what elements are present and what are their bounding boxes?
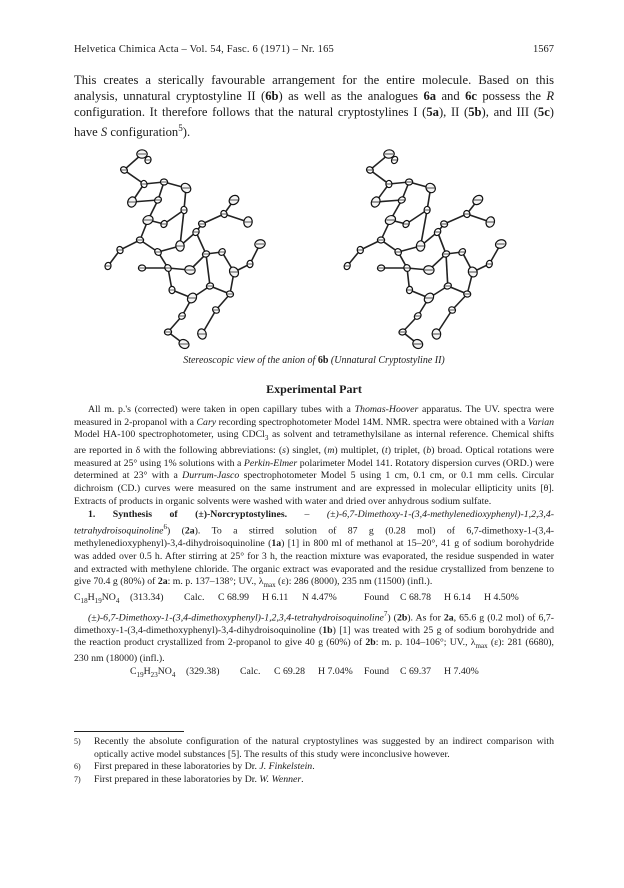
text-run: 4 xyxy=(115,596,120,605)
text-run: J. Finkelstein xyxy=(259,761,313,773)
text-run: 2a xyxy=(443,611,454,623)
analysis-calc-label: Calc. xyxy=(240,665,261,677)
analysis-found-label: Found xyxy=(364,665,390,677)
synthesis-2a-paragraph xyxy=(74,509,554,592)
text-run: – xyxy=(287,508,327,520)
footnotes xyxy=(74,731,554,787)
text-run: (Unnatural Cryptostyline II) xyxy=(328,355,445,366)
text-run: 19 xyxy=(136,670,144,679)
text-run: configuration. It therefore follows that the natural cryptostylines I ( xyxy=(74,105,427,119)
text-run: Thomas-Hoover xyxy=(354,404,419,415)
text-run: 1b xyxy=(322,624,333,636)
synthesis-2b-paragraph xyxy=(74,608,554,666)
text-run: 5c xyxy=(537,105,550,119)
elemental-analysis-2a xyxy=(74,592,554,608)
text-run: ), II ( xyxy=(438,105,469,119)
text-run: recording spectrophotometer Model 14M. NMR. spectra were obtained with a xyxy=(216,416,528,428)
analysis-found-value: C 69.37 xyxy=(400,665,432,677)
text-run: as solvent and tetramethylsilane as internal reference. Chemical shifts are reported in δ with the following abbreviations: ( xyxy=(74,429,554,457)
text-run: ) triplet, ( xyxy=(387,445,427,457)
text-run: configuration xyxy=(107,125,179,140)
text-run: W. Wenner xyxy=(259,774,302,786)
text-run: , 65.6 g (0.2 mol) of 6,7-dimethoxy-1-(3,4-dimethoxyphenyl)-3,4-dihydroisoquinoline ( xyxy=(74,611,554,636)
text-run: t xyxy=(385,445,388,457)
footnote-5 xyxy=(74,736,554,761)
footnote-text xyxy=(94,761,554,774)
text-run: . xyxy=(312,761,315,773)
general-methods-paragraph xyxy=(74,404,554,509)
text-run: ) [1] was treated with 25 g of sodium borohydride and the reaction product crystallized from 2-propanol to give 40 g (60%) of xyxy=(74,624,554,649)
text-run: ). As for xyxy=(407,611,444,623)
text-run: 2a xyxy=(157,576,168,588)
intro-paragraph xyxy=(74,72,554,140)
text-run: Stereoscopic view of the anion of xyxy=(183,355,318,366)
text-run: ) singlet, ( xyxy=(285,445,328,457)
footnote-text xyxy=(94,736,554,761)
analysis-calc-value: C 68.99 xyxy=(218,592,250,604)
text-run: Cary xyxy=(196,416,217,428)
analysis-formula xyxy=(74,592,130,608)
analysis-calc-value: H 6.11 xyxy=(262,592,289,604)
text-run: C xyxy=(130,665,137,677)
journal-title: Helvetica Chimica Acta – Vol. 54, Fasc. 6 (1971) – Nr. 165 xyxy=(74,44,334,55)
text-run: m xyxy=(327,445,335,457)
text-run: possess the xyxy=(476,89,547,103)
figure-caption xyxy=(74,355,554,366)
text-run: ). To a stirred solution of 87 g (0.28 mol) of 6,7-dimethoxy-1-(3,4-methylenedioxyphenyl)-3,4-dihydroisoquinoline ( xyxy=(74,525,554,550)
analysis-calc-value: N 4.47% xyxy=(302,592,337,604)
text-run: 2a xyxy=(184,525,195,537)
text-run: 6c xyxy=(465,89,477,103)
text-run: ) ( xyxy=(166,525,185,537)
analysis-found-label: Found xyxy=(364,592,390,604)
text-run: 18 xyxy=(80,596,88,605)
text-run: (ε): 281 (6680), 230 nm (18000) (infl.). xyxy=(74,637,554,664)
text-run: Perkin-Elmer xyxy=(243,457,298,469)
text-run: 5 xyxy=(178,123,183,133)
text-run: 2b xyxy=(365,637,376,649)
text-run: (±)-6,7-Dimethoxy-1-(3,4-dimethoxyphenyl)-1,2,3,4-tetrahydroisoquinoline xyxy=(88,611,384,623)
footnote-mark: 5) xyxy=(74,737,81,746)
text-run: max xyxy=(263,581,276,590)
text-run: 7 xyxy=(383,609,388,618)
text-run: spectrophotometer Model 5 using 1 cm, 0.1 cm, or 0.1 mm cells. Circular dichroism (CD.) curves were measured on the same instrument and are expressed in molecular ellipticity units [θ]. Extracts of products in organic solvents were washed with water and dried over anhydrous sodium sulfate. xyxy=(74,470,554,507)
analysis-found-value: C 68.78 xyxy=(400,592,432,604)
footnote-7 xyxy=(74,774,554,787)
section-title: Experimental Part xyxy=(266,382,362,396)
text-run: R xyxy=(546,89,555,103)
analysis-mw: (329.38) xyxy=(186,665,220,677)
footnote-mark: 6) xyxy=(74,762,81,772)
text-run: ), and III ( xyxy=(481,105,538,119)
text-run: 5b xyxy=(468,105,482,119)
text-run: 6b xyxy=(317,355,329,366)
analysis-mw: (313.34) xyxy=(130,592,164,604)
experimental-section xyxy=(74,404,554,681)
text-run: H xyxy=(143,665,151,677)
analysis-calc-value: C 69.28 xyxy=(274,665,306,677)
text-run: max xyxy=(475,642,488,651)
text-run: Model HA-100 spectrophotometer, using CDCl xyxy=(74,429,265,441)
text-run: : m. p. 137–138°; UV., λ xyxy=(167,576,264,588)
molecule-left-view xyxy=(104,150,266,350)
text-run: 3 xyxy=(264,434,269,443)
text-run: ) multiplet, ( xyxy=(334,445,385,457)
text-run: apparatus. The UV. spectra were measured in 2-propanol with a xyxy=(74,404,554,428)
text-run: Varian xyxy=(527,416,555,428)
molecule-right-view xyxy=(338,150,514,350)
text-run: This creates a sterically favourable arrangement for the entire molecule. Based on this analysis, unnatural cryptostyline II ( xyxy=(74,73,554,103)
footnote-6 xyxy=(74,761,554,774)
text-run: 6b xyxy=(265,89,279,103)
text-run: C xyxy=(74,592,81,604)
text-run: Recently the absolute configuration of the natural cryptostylines was suggested by an indirect comparison with optically active model substances [5]. The results of this study were inconclusive however. xyxy=(94,736,554,760)
elemental-analysis-2b xyxy=(74,666,554,682)
text-run: and xyxy=(436,89,466,103)
footnote-mark: 7) xyxy=(74,775,81,785)
text-run: S xyxy=(100,125,108,140)
molecule-stereo-pair xyxy=(74,140,554,352)
text-run: ) as well as the analogues xyxy=(278,89,424,103)
text-run: ) have xyxy=(74,105,554,140)
text-run: 5a xyxy=(426,105,439,119)
text-run: 19 xyxy=(94,596,102,605)
analysis-found-value: H 4.50% xyxy=(484,592,519,604)
analysis-found-value: H 6.14 xyxy=(444,592,471,604)
text-run: (±)-6,7-Dimethoxy-1-(3,4-methylenedioxyphenyl)-1,2,3,4-tetrahydroisoquinoline xyxy=(74,508,554,537)
text-run: 6 xyxy=(163,523,167,532)
text-run: 23 xyxy=(150,670,158,679)
bond-line xyxy=(206,254,210,286)
text-run: : m. p. 104–106°; UV., λ xyxy=(375,637,476,649)
text-run: H xyxy=(87,592,95,604)
text-run: (ε): 286 (8000), 235 nm (11500) (infl.). xyxy=(275,576,433,588)
analysis-formula xyxy=(130,666,186,682)
running-header xyxy=(74,44,554,60)
analysis-calc-value: H 7.04% xyxy=(318,665,353,677)
footnote-rule xyxy=(74,731,184,732)
analysis-found-value: H 7.40% xyxy=(444,665,479,677)
stereoscopic-figure xyxy=(74,140,554,352)
text-run: 6a xyxy=(423,89,437,103)
page-number: 1567 xyxy=(533,44,554,55)
text-run: . xyxy=(301,774,304,786)
text-run: ). xyxy=(182,125,191,140)
text-run: s xyxy=(282,445,286,457)
text-run: 4 xyxy=(171,670,176,679)
text-run: b xyxy=(426,445,432,457)
text-run: First prepared in these laboratories by Dr. xyxy=(94,774,260,786)
text-run: polarimeter Model 141. Rotatory dispersion curves (ORD.) were determined at 23° with a xyxy=(74,457,554,482)
text-run: NO xyxy=(101,592,116,604)
text-run: ) ( xyxy=(387,611,397,623)
text-run: First prepared in these laboratories by Dr. xyxy=(94,761,260,773)
footnote-text xyxy=(94,774,554,787)
analysis-calc-label: Calc. xyxy=(184,592,205,604)
text-run: 2b xyxy=(396,611,408,623)
bond-line xyxy=(444,254,450,286)
text-run: Durrum-Jasco xyxy=(182,470,240,482)
text-run: NO xyxy=(157,665,172,677)
text-run: All m. p.'s (corrected) were taken in open capillary tubes with a xyxy=(88,404,355,415)
text-run: 1a xyxy=(271,538,282,550)
text-run: ) [1] in 800 ml of methanol at 15–20°, 41 g of sodium borohydride was added over 0.5 h. After stirring at 25° for 3 h, the reaction mixture was evaporated, the residue suspended in water and extracted with methylene chloride. The organic extract was evaporated and the residue crystallized from benzene to give 70.4 g (80%) of xyxy=(74,538,554,588)
text-run: ) broad. Optical rotations were measured at 25° using 1% solutions with a xyxy=(74,445,554,469)
text-run: 1. Synthesis of (±)-Norcryptostylines. xyxy=(88,508,288,520)
